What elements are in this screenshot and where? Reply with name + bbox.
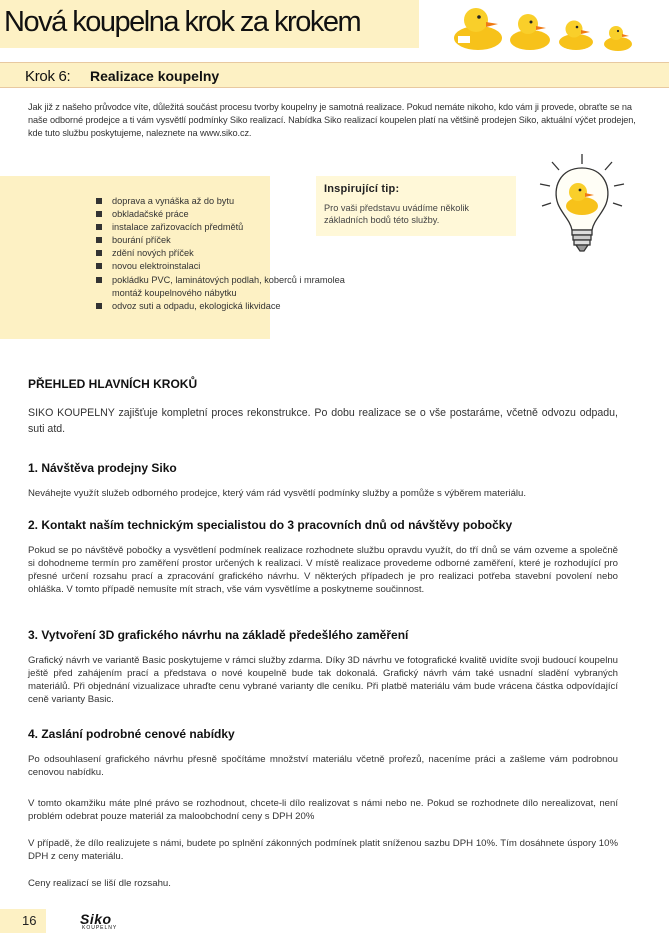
page-number: 16 (22, 913, 37, 928)
logo-text: Siko (80, 911, 112, 927)
list-item: pokládku PVC, laminátových podlah, koberců i mramolea (96, 274, 345, 287)
duck-small (559, 21, 593, 51)
step-1-heading: 1. Návštěva prodejny Siko (28, 461, 177, 475)
bullet-square-icon (96, 224, 102, 230)
step-prefix: Krok 6: (25, 68, 71, 85)
intro-paragraph: Jak již z našeho průvodce víte, důležitá součást procesu tvorby koupelny je samotná realizace. Pokud nemáte nikoho, kdo vám ji provede, obraťte se na naše odborné prodejce a ti vám vysvětlí podmínky Siko realizací. Nabídka Siko realizací koupelen platí na většině prodejen Siko, aktuální výčet prodejen, kde tuto službu poskytujeme, naleznete na www.siko.cz. (28, 102, 636, 139)
overview-heading: PŘEHLED HLAVNÍCH KROKŮ (28, 377, 198, 391)
tip-text: Pro vaši představu uvádíme několik základních bodů této služby. (324, 203, 470, 225)
logo-subtext: KOUPELNY (82, 925, 118, 931)
rubber-ducks-illustration (448, 2, 658, 52)
bullet-square-icon (96, 211, 102, 217)
overview-lead: SIKO KOUPELNY zajišťuje kompletní proces rekonstrukce. Po dobu realizace se o vše postaráme, včetně odvozu odpadu, suti atd. (28, 407, 618, 435)
step-4-text-1: Po odsouhlasení grafického návrhu přesně spočítáme množství materiálu včetně prořezů, naceníme práci a zašleme vám podrobnou cenovou nabídku. (28, 754, 618, 778)
bullet-square-icon (96, 303, 102, 309)
page-number-band (0, 909, 46, 933)
step-4-text-3: V případě, že dílo realizujete s námi, budete po splnění zákonných podmínek platit sníženou sazbu DPH 10%. Tím dosáhnete úspory 10% DPH z ceny materiálu. (28, 838, 618, 862)
list-item: doprava a vynáška až do bytu (96, 195, 345, 208)
step-title: Realizace koupelny (90, 68, 220, 84)
title-band (0, 0, 419, 48)
tip-box (316, 176, 516, 236)
bullet-square-icon (96, 277, 102, 283)
duck-medium (510, 14, 550, 50)
lightbulb-duck-icon (532, 150, 632, 265)
bullet-square-icon (96, 263, 102, 269)
duck-large (454, 8, 502, 50)
bullet-square-icon (96, 250, 102, 256)
list-item: montáž koupelnového nábytku (112, 287, 237, 298)
list-item: instalace zařizovacích předmětů (96, 221, 345, 234)
services-list (96, 195, 345, 313)
list-item: obkladačské práce (96, 208, 345, 221)
step-2-text: Pokud se po návštěvě pobočky a vysvětlení podmínek realizace rozhodnete službu opravdu využít, do tří dnů se vám ozveme a společně si dohodneme termín pro zaměření prostor určených k realizaci. V místě realizace provedeme odborné zaměření, které je rozhodující pro přesné určení rozsahu prací a zpracování grafického návrhu. V některých případech je pro realizaci potřeba stavební povolení nebo ohláška. V tomto případě nemusíte mít strach, vše vám vysvětlíme a poskytneme součinnost. (28, 545, 618, 595)
step-2-heading: 2. Kontakt naším technickým specialistou do 3 pracovních dnů od návštěvy pobočky (28, 518, 513, 532)
list-item: bourání příček (96, 234, 345, 247)
bullet-square-icon (96, 237, 102, 243)
siko-logo (80, 911, 126, 933)
duck-smallest (604, 26, 632, 51)
step-1-text: Neváhejte využít služeb odborného prodejce, který vám rád vysvětlí podmínky služby a pomůže s výběrem materiálu. (28, 488, 527, 499)
step-4-text-4: Ceny realizací se liší dle rozsahu. (28, 878, 171, 889)
bullet-square-icon (96, 198, 102, 204)
tip-title: Inspirující tip: (324, 183, 400, 195)
list-item: zdění nových příček (96, 247, 345, 260)
step-3-text: Grafický návrh ve variantě Basic poskytujeme v rámci služby zdarma. Díky 3D návrhu ve fotografické kvalitě uvidíte svoji budoucí koupelnu ještě před zahájením prací a představa o nové koupelně bude tak dokonalá. Grafický návrh vám také usnadní sladění vybraných materiálů. Při objednání vizualizace uhraďte cenu vybrané varianty dle ceníku. Při platbě materiálu vám bude vrácena částka odpovídající ceně varianty Basic. (28, 655, 618, 705)
list-item: novou elektroinstalaci (96, 260, 345, 273)
list-item: odvoz suti a odpadu, ekologická likvidace (96, 300, 345, 313)
step-4-text-2: V tomto okamžiku máte plné právo se rozhodnout, chcete-li dílo realizovat s námi nebo ne. Pokud se rozhodnete dílo nerealizovat, není problém odebrat pouze materiál za maloobchodní ceny s DPH 20% (28, 798, 618, 822)
step-3-heading: 3. Vytvoření 3D grafického návrhu na základě předešlého zaměření (28, 628, 409, 642)
step-4-heading: 4. Zaslání podrobné cenové nabídky (28, 727, 235, 741)
step-band (0, 62, 669, 88)
page-title: Nová koupelna krok za krokem (4, 6, 361, 38)
